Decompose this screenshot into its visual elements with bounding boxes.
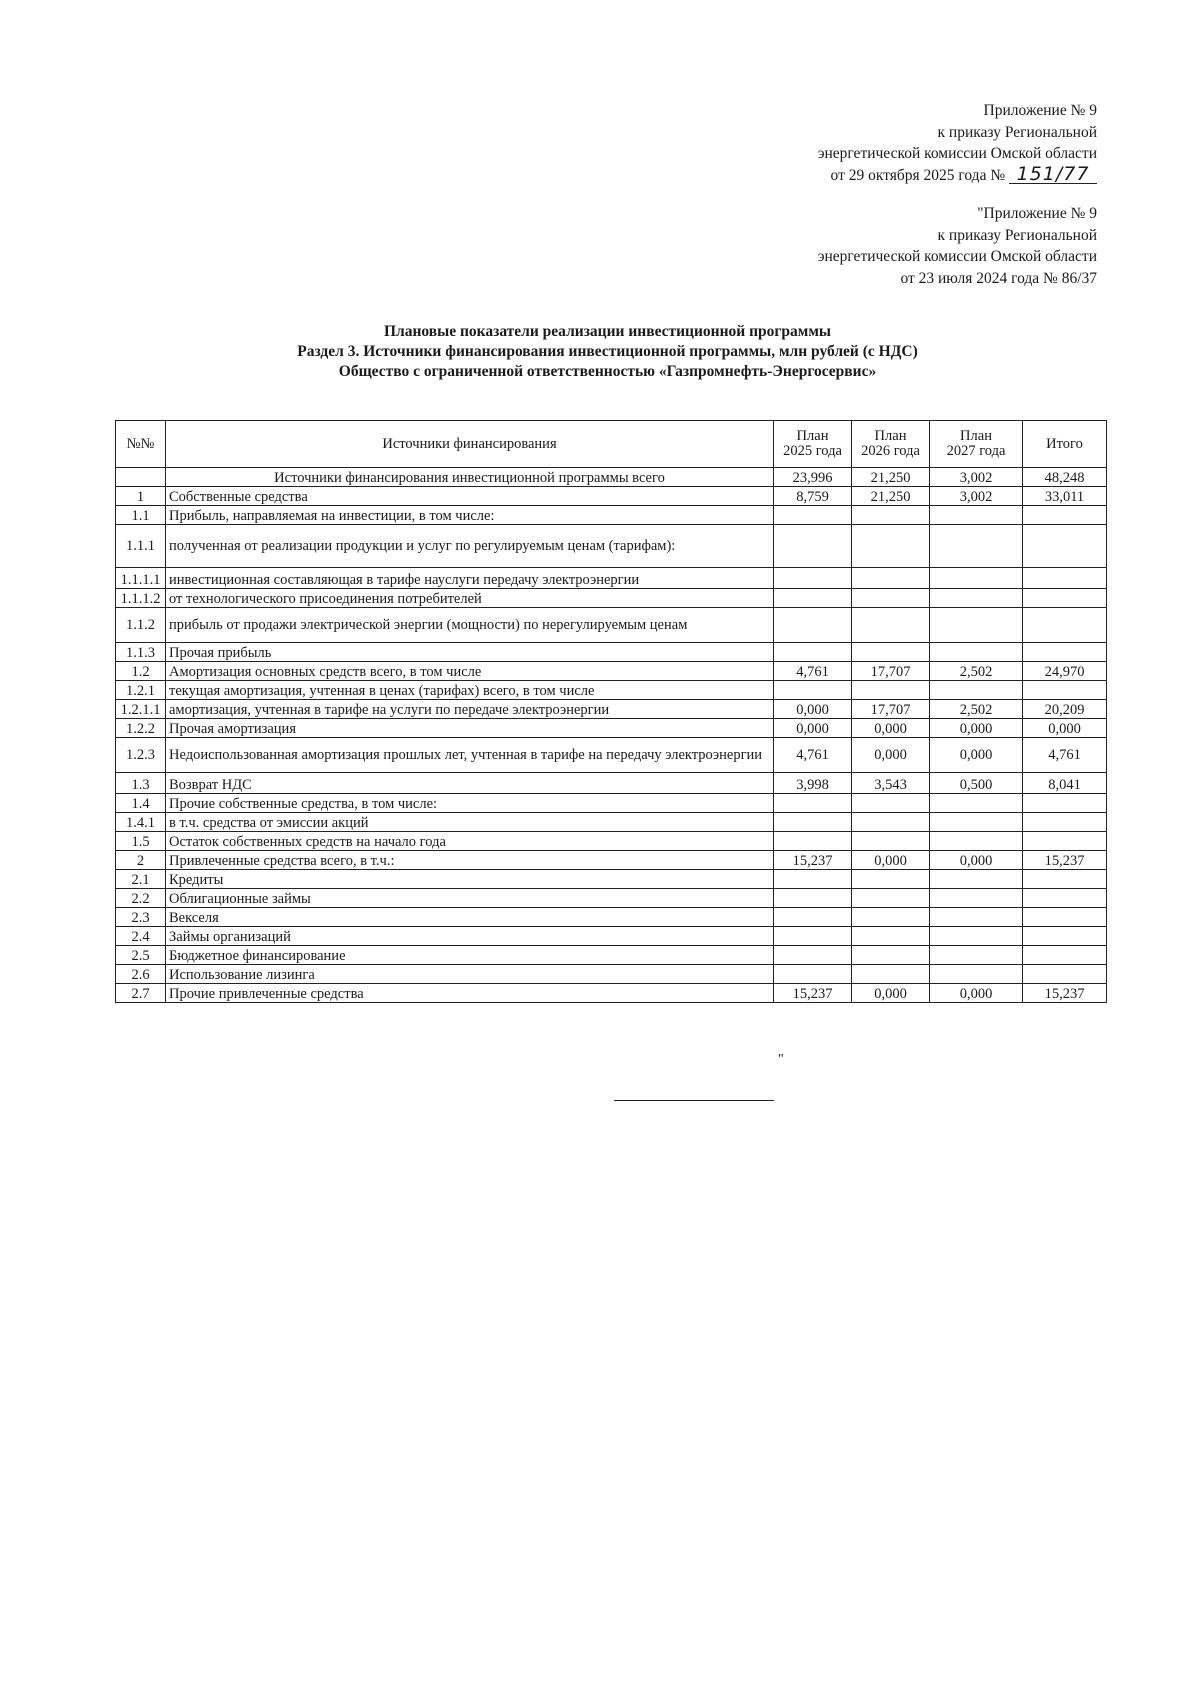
table-row (116, 773, 1107, 794)
table-row (116, 643, 1107, 662)
appendix-label: Приложение № 9 (983, 102, 1097, 119)
cell-plan-2025: 15,237 (774, 984, 852, 1003)
order-date-line (818, 162, 1097, 187)
row-number: 1.2.1.1 (116, 700, 166, 719)
row-number: 1.1.1 (116, 525, 166, 568)
col-header-plan-2027: План 2027 года (930, 421, 1023, 468)
cell-plan-2027 (930, 870, 1023, 889)
table-row (116, 738, 1107, 773)
row-source: Бюджетное финансирование (166, 946, 774, 965)
row-number: 1.2 (116, 662, 166, 681)
cell-plan-2027: 2,502 (930, 662, 1023, 681)
cell-total: 20,209 (1023, 700, 1107, 719)
col-header-plan-2026: План 2026 года (852, 421, 930, 468)
cell-total (1023, 832, 1107, 851)
financing-table-wrapper (115, 420, 1107, 1003)
cell-plan-2025 (774, 870, 852, 889)
cell-plan-2027 (930, 813, 1023, 832)
financing-table (115, 420, 1107, 1003)
cell-plan-2026: 0,000 (852, 719, 930, 738)
table-row (116, 965, 1107, 984)
cell-total (1023, 927, 1107, 946)
cell-total: 33,011 (1023, 487, 1107, 506)
cell-total: 15,237 (1023, 984, 1107, 1003)
cell-total (1023, 643, 1107, 662)
cell-plan-2025 (774, 813, 852, 832)
cell-total (1023, 525, 1107, 568)
cell-plan-2026 (852, 794, 930, 813)
row-source: Прочая прибыль (166, 643, 774, 662)
cell-plan-2025 (774, 889, 852, 908)
cell-plan-2025 (774, 908, 852, 927)
row-source: Недоиспользованная амортизация прошлых лет, учтенная в тарифе на передачу электроэнергии (166, 738, 774, 773)
col-header-num: №№ (116, 421, 166, 468)
order-reference: к приказу Региональной (937, 226, 1097, 244)
table-row (116, 700, 1107, 719)
row-number: 1.5 (116, 832, 166, 851)
cell-plan-2027 (930, 681, 1023, 700)
table-row (116, 589, 1107, 608)
table-row (116, 984, 1107, 1003)
cell-plan-2027: 0,000 (930, 719, 1023, 738)
cell-plan-2027 (930, 832, 1023, 851)
row-source: Прочие привлеченные средства (166, 984, 774, 1003)
cell-plan-2026 (852, 832, 930, 851)
cell-plan-2026 (852, 965, 930, 984)
row-number: 1.1.1.1 (116, 568, 166, 589)
cell-plan-2025 (774, 608, 852, 643)
document-title (0, 322, 1200, 382)
row-source: от технологического присоединения потребителей (166, 589, 774, 608)
table-row (116, 719, 1107, 738)
cell-plan-2026 (852, 681, 930, 700)
cell-plan-2025: 4,761 (774, 738, 852, 773)
table-row (116, 946, 1107, 965)
cell-plan-2025: 15,237 (774, 851, 852, 870)
cell-plan-2026: 21,250 (852, 468, 930, 487)
row-number: 1.2.1 (116, 681, 166, 700)
cell-plan-2027 (930, 643, 1023, 662)
row-source: Прибыль, направляемая на инвестиции, в том числе: (166, 506, 774, 525)
row-number: 1 (116, 487, 166, 506)
cell-plan-2027 (930, 506, 1023, 525)
table-row (116, 889, 1107, 908)
cell-total (1023, 889, 1107, 908)
cell-plan-2025 (774, 794, 852, 813)
row-source: Использование лизинга (166, 965, 774, 984)
handwritten-order-number: 151/77 (1009, 165, 1097, 184)
cell-plan-2027 (930, 927, 1023, 946)
cell-plan-2025 (774, 946, 852, 965)
cell-total (1023, 946, 1107, 965)
cell-plan-2026: 0,000 (852, 984, 930, 1003)
cell-plan-2026 (852, 568, 930, 589)
cell-total (1023, 681, 1107, 700)
table-row (116, 681, 1107, 700)
cell-plan-2027 (930, 525, 1023, 568)
cell-plan-2026: 17,707 (852, 700, 930, 719)
cell-plan-2027 (930, 946, 1023, 965)
table-row (116, 568, 1107, 589)
row-number: 1.1.3 (116, 643, 166, 662)
row-number (116, 468, 166, 487)
cell-total (1023, 965, 1107, 984)
table-row (116, 832, 1107, 851)
cell-plan-2027: 3,002 (930, 487, 1023, 506)
cell-plan-2025 (774, 832, 852, 851)
cell-plan-2026 (852, 506, 930, 525)
row-number: 2.6 (116, 965, 166, 984)
cell-plan-2025: 0,000 (774, 719, 852, 738)
row-source: Остаток собственных средств на начало года (166, 832, 774, 851)
table-row (116, 525, 1107, 568)
cell-total: 24,970 (1023, 662, 1107, 681)
cell-plan-2025: 8,759 (774, 487, 852, 506)
cell-plan-2027 (930, 608, 1023, 643)
row-source: Кредиты (166, 870, 774, 889)
row-source: текущая амортизация, учтенная в ценах (тарифах) всего, в том числе (166, 681, 774, 700)
cell-total: 0,000 (1023, 719, 1107, 738)
cell-plan-2025: 4,761 (774, 662, 852, 681)
cell-plan-2025 (774, 506, 852, 525)
cell-total (1023, 813, 1107, 832)
cell-total (1023, 908, 1107, 927)
cell-plan-2027 (930, 568, 1023, 589)
row-number: 1.2.3 (116, 738, 166, 773)
row-number: 2 (116, 851, 166, 870)
row-source: Прочая амортизация (166, 719, 774, 738)
cell-plan-2026 (852, 589, 930, 608)
row-source: Собственные средства (166, 487, 774, 506)
cell-plan-2026 (852, 908, 930, 927)
cell-plan-2026 (852, 643, 930, 662)
row-source: Амортизация основных средств всего, в том числе (166, 662, 774, 681)
cell-plan-2027: 0,000 (930, 984, 1023, 1003)
table-row (116, 851, 1107, 870)
row-source: Привлеченные средства всего, в т.ч.: (166, 851, 774, 870)
order-reference: к приказу Региональной (937, 123, 1097, 141)
cell-plan-2026 (852, 870, 930, 889)
row-source: амортизация, учтенная в тарифе на услуги по передаче электроэнергии (166, 700, 774, 719)
table-row (116, 608, 1107, 643)
cell-plan-2025: 3,998 (774, 773, 852, 794)
col-header-source: Источники финансирования (166, 421, 774, 468)
table-header-row (116, 421, 1107, 468)
cell-plan-2026 (852, 608, 930, 643)
appendix-header-current (818, 100, 1097, 186)
cell-total (1023, 794, 1107, 813)
row-source: Прочие собственные средства, в том числе: (166, 794, 774, 813)
cell-plan-2027 (930, 889, 1023, 908)
row-number: 2.1 (116, 870, 166, 889)
table-row (116, 908, 1107, 927)
cell-plan-2027 (930, 794, 1023, 813)
cell-total (1023, 608, 1107, 643)
table-row (116, 506, 1107, 525)
table-row (116, 487, 1107, 506)
commission-name: энергетической комиссии Омской области (817, 248, 1097, 265)
cell-plan-2027 (930, 589, 1023, 608)
row-number: 2.5 (116, 946, 166, 965)
row-number: 2.2 (116, 889, 166, 908)
closing-quote-mark: " (778, 1052, 784, 1067)
row-source: Возврат НДС (166, 773, 774, 794)
cell-plan-2025 (774, 681, 852, 700)
cell-plan-2025 (774, 927, 852, 946)
cell-plan-2026: 0,000 (852, 738, 930, 773)
row-source: полученная от реализации продукции и услуг по регулируемым ценам (тарифам): (166, 525, 774, 568)
row-source: Источники финансирования инвестиционной программы всего (166, 468, 774, 487)
cell-plan-2026 (852, 927, 930, 946)
cell-total: 4,761 (1023, 738, 1107, 773)
row-number: 1.3 (116, 773, 166, 794)
cell-plan-2027: 0,500 (930, 773, 1023, 794)
cell-plan-2027 (930, 965, 1023, 984)
cell-plan-2025: 0,000 (774, 700, 852, 719)
table-row (116, 813, 1107, 832)
title-line-1: Плановые показатели реализации инвестиционной программы (383, 323, 832, 340)
row-source: Облигационные займы (166, 889, 774, 908)
cell-plan-2026 (852, 946, 930, 965)
cell-total (1023, 568, 1107, 589)
commission-name: энергетической комиссии Омской области (817, 145, 1097, 162)
cell-total: 8,041 (1023, 773, 1107, 794)
row-number: 1.4.1 (116, 813, 166, 832)
cell-plan-2026 (852, 525, 930, 568)
row-number: 1.4 (116, 794, 166, 813)
cell-plan-2025: 23,996 (774, 468, 852, 487)
table-row (116, 794, 1107, 813)
cell-total: 48,248 (1023, 468, 1107, 487)
row-number: 1.1.1.2 (116, 589, 166, 608)
cell-plan-2027: 2,502 (930, 700, 1023, 719)
cell-plan-2025 (774, 568, 852, 589)
cell-plan-2025 (774, 643, 852, 662)
title-line-3: Общество с ограниченной ответственностью «Газпромнефть-Энергосервис» (338, 363, 877, 380)
row-source: инвестиционная составляющая в тарифе науслуги передачу электроэнергии (166, 568, 774, 589)
title-line-2: Раздел 3. Источники финансирования инвестиционной программы, млн рублей (с НДС) (297, 343, 918, 360)
cell-plan-2027: 3,002 (930, 468, 1023, 487)
appendix-label: "Приложение № 9 (977, 205, 1097, 222)
cell-plan-2026: 0,000 (852, 851, 930, 870)
row-number: 1.1.2 (116, 608, 166, 643)
cell-plan-2025 (774, 965, 852, 984)
order-date: от 23 июля 2024 года № 86/37 (900, 269, 1097, 287)
cell-plan-2026: 3,543 (852, 773, 930, 794)
row-source: прибыль от продажи электрической энергии (мощности) по нерегулируемым ценам (166, 608, 774, 643)
cell-plan-2026: 17,707 (852, 662, 930, 681)
cell-plan-2027: 0,000 (930, 738, 1023, 773)
cell-total (1023, 506, 1107, 525)
col-header-total: Итого (1023, 421, 1107, 468)
cell-total: 15,237 (1023, 851, 1107, 870)
table-row (116, 468, 1107, 487)
order-date: от 29 октября 2025 года № (830, 166, 1006, 184)
table-row (116, 870, 1107, 889)
row-source: в т.ч. средства от эмиссии акций (166, 813, 774, 832)
cell-plan-2026: 21,250 (852, 487, 930, 506)
table-body (116, 468, 1107, 1003)
table-row (116, 662, 1107, 681)
appendix-header-previous (818, 203, 1097, 289)
cell-plan-2025 (774, 589, 852, 608)
cell-plan-2027 (930, 908, 1023, 927)
row-number: 1.1 (116, 506, 166, 525)
row-number: 2.4 (116, 927, 166, 946)
cell-total (1023, 870, 1107, 889)
cell-plan-2027: 0,000 (930, 851, 1023, 870)
row-number: 2.3 (116, 908, 166, 927)
bottom-rule (614, 1100, 774, 1101)
cell-plan-2026 (852, 889, 930, 908)
row-number: 2.7 (116, 984, 166, 1003)
cell-plan-2025 (774, 525, 852, 568)
row-source: Займы организаций (166, 927, 774, 946)
table-row (116, 927, 1107, 946)
cell-plan-2026 (852, 813, 930, 832)
row-source: Векселя (166, 908, 774, 927)
cell-total (1023, 589, 1107, 608)
row-number: 1.2.2 (116, 719, 166, 738)
col-header-plan-2025: План 2025 года (774, 421, 852, 468)
